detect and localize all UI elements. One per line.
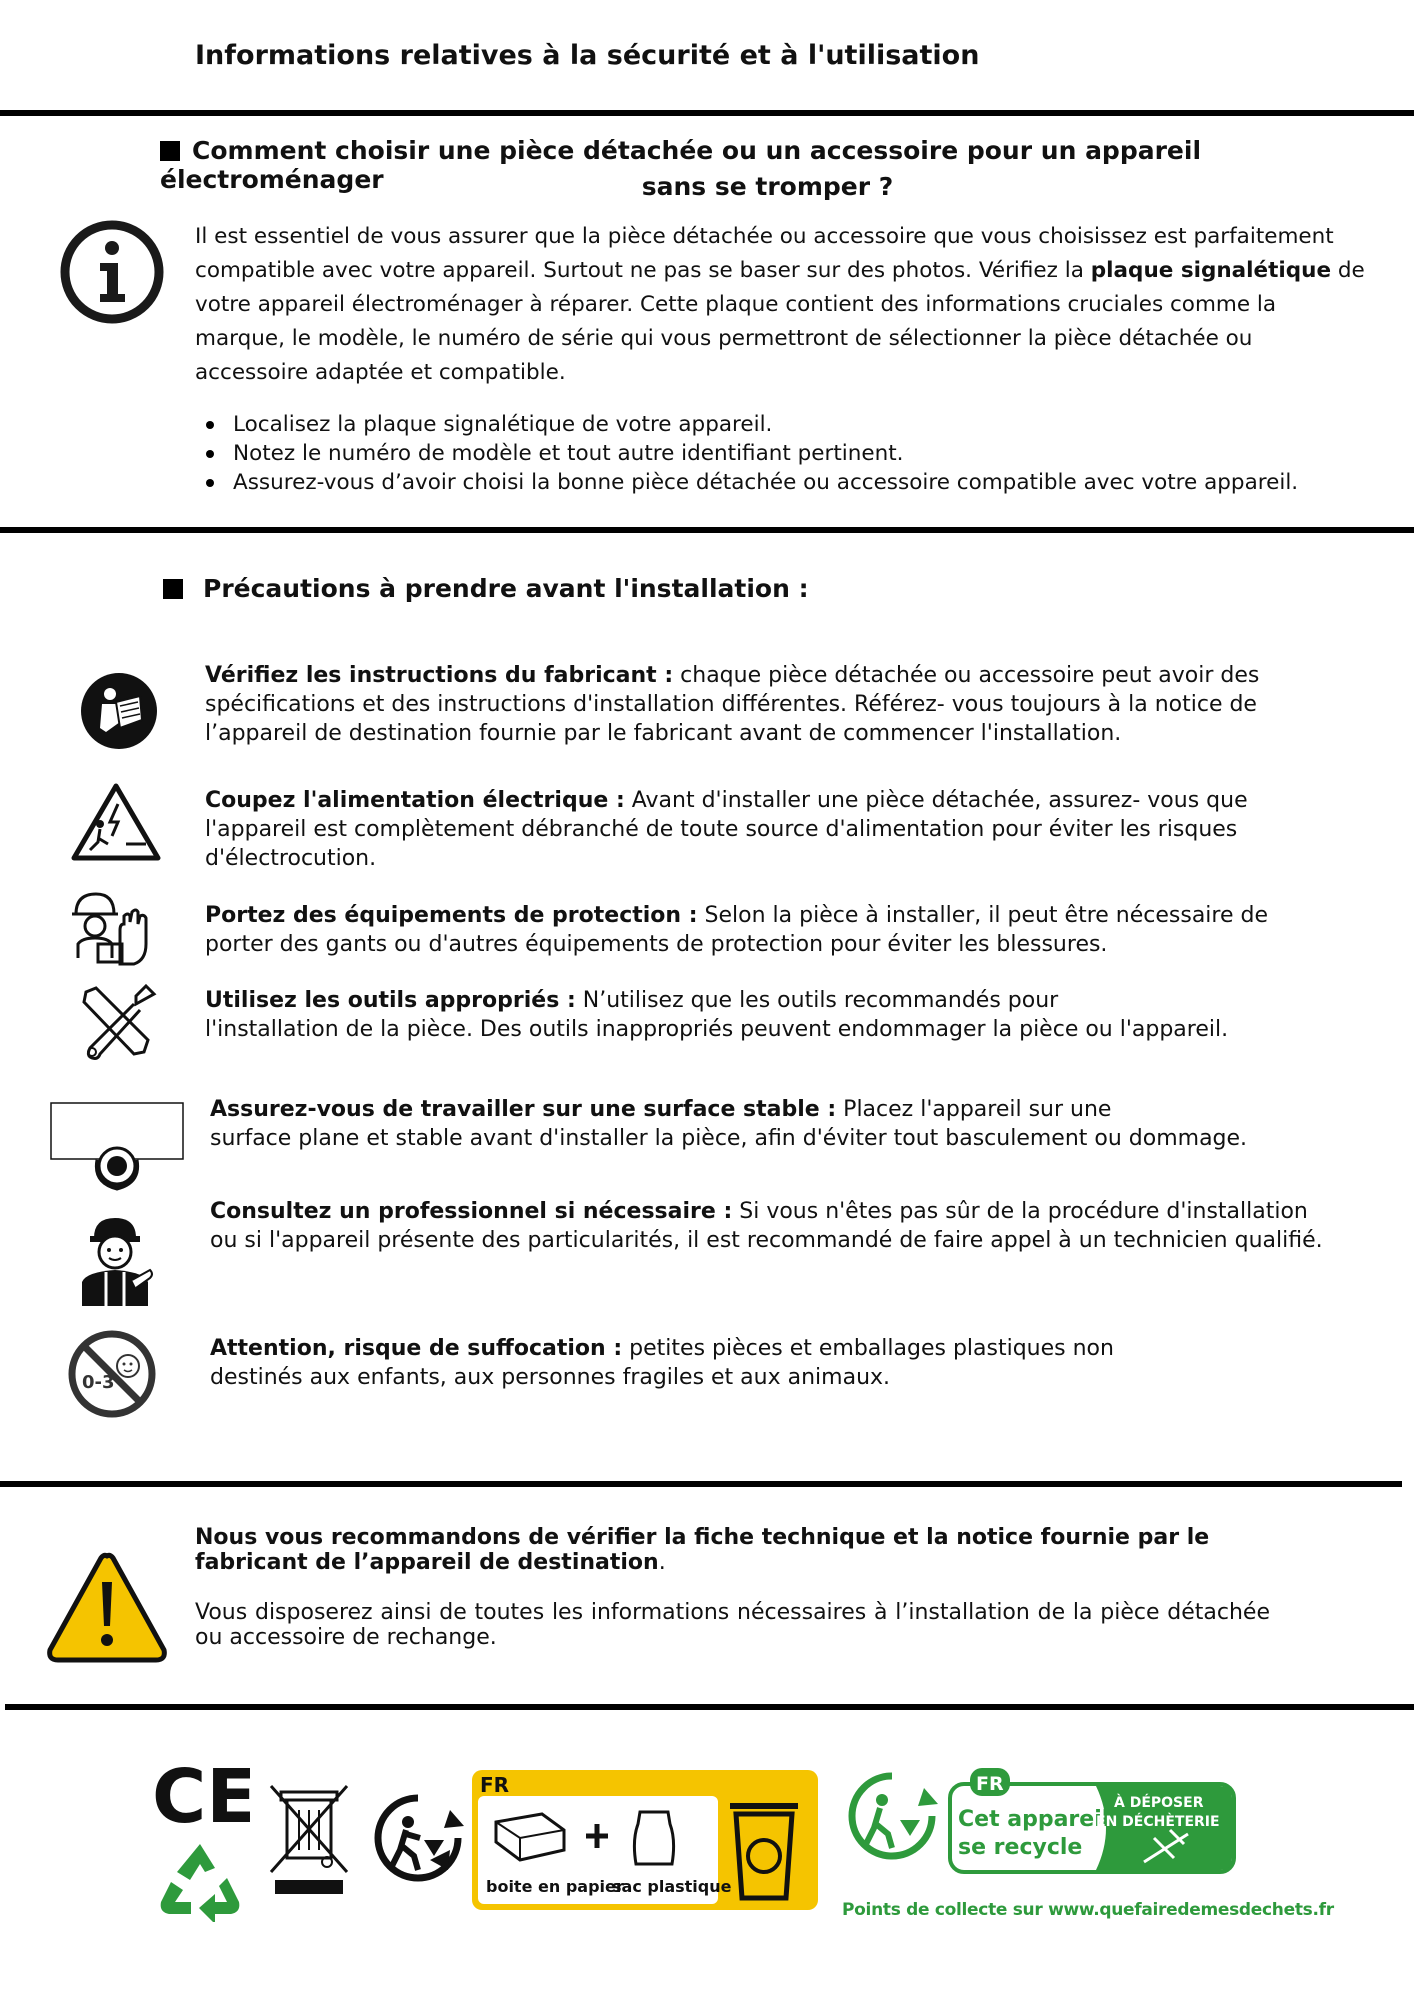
page-title: Informations relatives à la sécurité et à l'utilisation — [195, 40, 980, 71]
item-text-line2: destinés aux enfants, aux personnes fragiles et aux animaux. — [210, 1365, 891, 1390]
item-title: Coupez l'alimentation électrique : — [205, 788, 625, 813]
section1-paragraph — [195, 220, 1370, 390]
triman-icon — [370, 1790, 466, 1890]
section1-bullets — [195, 410, 1370, 497]
precaution-item-7 — [210, 1334, 1330, 1392]
item-text: petites pièces et emballages plastiques non — [622, 1336, 1114, 1361]
deposit-line1: À DÉPOSER — [1114, 1795, 1204, 1811]
protection-icon — [68, 886, 156, 972]
list-item: Localisez la plaque signalétique de votre appareil. — [195, 410, 1370, 439]
recommendation-text: Vous disposerez ainsi de toutes les informations nécessaires à l’installation de la pièce détachée ou accessoire de rechange. — [195, 1600, 1270, 1650]
precaution-item-3 — [205, 901, 1325, 959]
ce-mark-text: CE — [152, 1760, 250, 1830]
triman-green-icon — [844, 1768, 940, 1868]
bag-label: sac plastique — [612, 1877, 732, 1896]
stable-surface-icon — [50, 1102, 186, 1196]
ce-mark-icon — [150, 1760, 250, 1834]
list-item: Notez le numéro de modèle et tout autre identifiant pertinent. — [195, 439, 1370, 468]
item-text: chaque pièce détachée ou accessoire peut avoir des spécifications et des instructions d'installation différentes. Référez- vous toujours à la notice de l’appareil de destination fournie par le fabricant avant de commencer l'installation. — [205, 663, 1260, 746]
suffocation-icon — [68, 1330, 156, 1422]
precaution-item-2 — [205, 786, 1325, 873]
item-title: Attention, risque de suffocation : — [210, 1336, 623, 1361]
recycle-line2: se recycle — [958, 1835, 1083, 1860]
item-text: Si vous n'êtes pas sûr de la procédure d'installation ou si l'appareil présente des particularités, il est recommandé de faire appel à un technicien qualifié. — [210, 1199, 1323, 1253]
sorting-fr-label: FR — [480, 1773, 510, 1797]
recycle-fr: FR — [976, 1773, 1004, 1795]
item-text-line2: l'installation de la pièce. Des outils inappropriés peuvent endommager la pièce ou l'appareil. — [205, 1017, 1229, 1042]
sorting-info-label — [472, 1770, 818, 1914]
recycle-info-label — [948, 1764, 1236, 1878]
precaution-item-4 — [205, 986, 1325, 1044]
recycle-line1: Cet appareil — [958, 1807, 1110, 1832]
manual-icon — [80, 672, 158, 754]
weee-bin-icon — [265, 1780, 355, 1904]
precaution-item-6 — [210, 1197, 1330, 1255]
item-title: Consultez un professionnel si nécessaire : — [210, 1199, 733, 1224]
precaution-item-5 — [210, 1095, 1330, 1153]
item-text: Avant d'installer une pièce détachée, assurez- vous que l'appareil est complètement débranché de toute source d'alimentation pour éviter les risques d'électrocution. — [205, 788, 1248, 871]
para-bold: plaque signalétique — [1090, 258, 1332, 283]
section1-heading-line1: Comment choisir une pièce détachée ou un accessoire pour un appareil électroménager — [160, 136, 1202, 194]
collect-points-text: Points de collecte sur www.quefairedemesdechets.fr — [842, 1900, 1334, 1920]
square-bullet-icon — [160, 141, 180, 161]
item-text: Placez l'appareil sur une — [836, 1097, 1112, 1122]
info-icon — [58, 218, 166, 330]
recycle-green-icon — [155, 1838, 245, 1926]
section2-heading — [163, 574, 809, 603]
box-label: boite en papier — [486, 1877, 624, 1896]
para-text-1: Il est essentiel de vous assurer que la pièce détachée ou accessoire que vous choisissez est parfaitement compatible avec votre appareil. Surtout ne pas se baser sur des photos. Vérifiez la — [195, 224, 1334, 283]
divider — [0, 1481, 1402, 1487]
precaution-item-1 — [205, 661, 1325, 748]
recommendation-bold-text: Nous vous recommandons de vérifier la fiche technique et la notice fournie par le fabricant de l’appareil de destination — [195, 1525, 1210, 1575]
deposit-line2: EN DÉCHÈTERIE — [1096, 1814, 1220, 1830]
item-text: N’utilisez que les outils recommandés pour — [575, 988, 1059, 1013]
divider — [5, 1704, 1414, 1710]
divider — [0, 110, 1414, 116]
recommendation-bold — [195, 1525, 1270, 1575]
item-title: Utilisez les outils appropriés : — [205, 988, 576, 1013]
technician-icon — [76, 1212, 154, 1312]
item-title: Vérifiez les instructions du fabricant : — [205, 663, 674, 688]
divider — [0, 527, 1414, 533]
para-text-2: de votre appareil électroménager à réparer. Cette plaque contient des informations cruciales comme la marque, le modèle, le numéro de série qui vous permettront de sélectionner la pièce détachée ou accessoire adaptée et compatible. — [195, 258, 1365, 385]
recommendation-suffix: . — [658, 1550, 666, 1575]
square-bullet-icon — [163, 579, 183, 599]
warning-icon — [44, 1550, 170, 1670]
age-label: 0-3 — [82, 1372, 115, 1393]
tools-icon — [76, 982, 158, 1066]
item-title: Portez des équipements de protection : — [205, 903, 698, 928]
section1-heading-line2: sans se tromper ? — [641, 172, 894, 201]
item-text: Selon la pièce à installer, il peut être nécessaire de porter des gants ou d'autres équipements de protection pour éviter les blessures. — [205, 903, 1269, 957]
item-text-line2: surface plane et stable avant d'installer la pièce, afin d'éviter tout basculement ou dommage. — [210, 1126, 1248, 1151]
item-title: Assurez-vous de travailler sur une surface stable : — [210, 1097, 837, 1122]
electric-hazard-icon — [70, 782, 162, 866]
section2-heading-text: Précautions à prendre avant l'installation : — [203, 574, 809, 603]
list-item: Assurez-vous d’avoir choisi la bonne pièce détachée ou accessoire compatible avec votre appareil. — [195, 468, 1370, 497]
